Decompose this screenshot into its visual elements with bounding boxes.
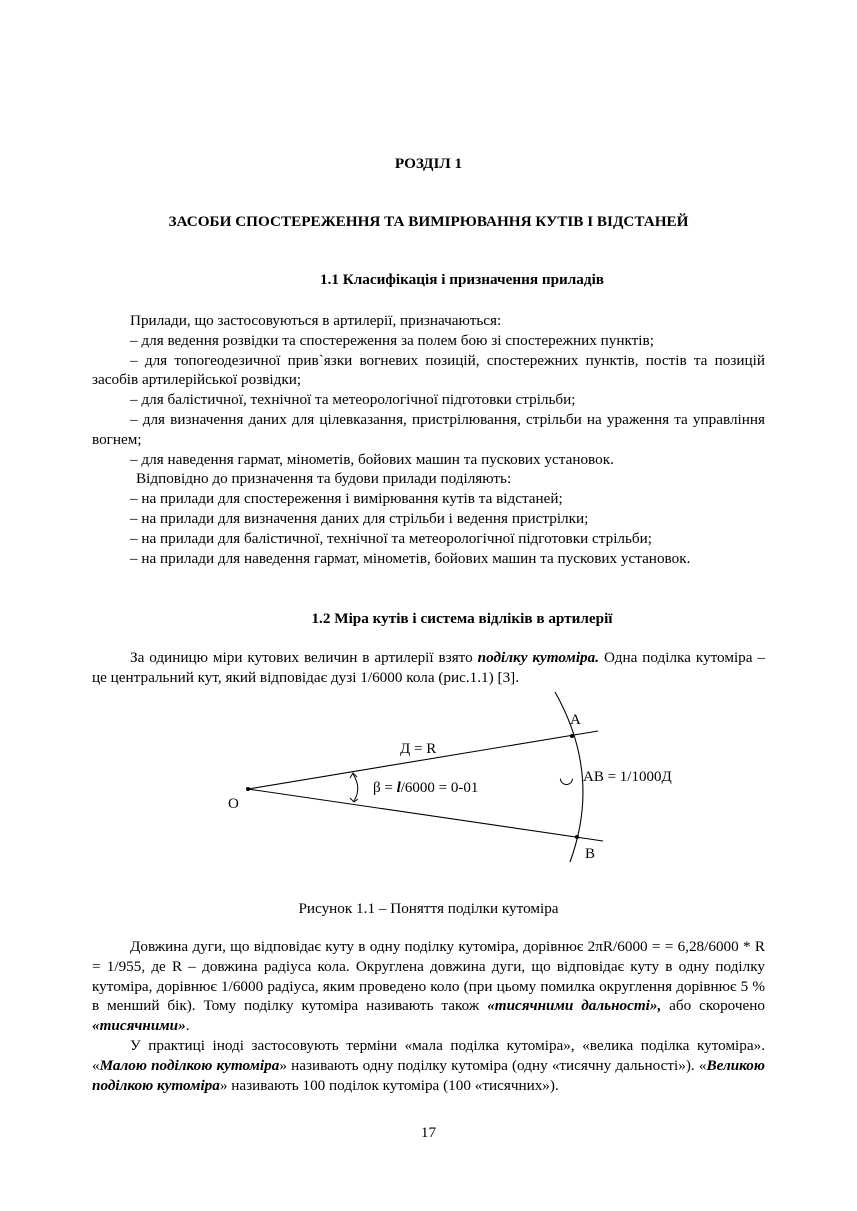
label-beta-prefix: β =: [373, 780, 397, 796]
purpose-item: – для визначення даних для цілевказання, пристрілювання, стрільби на ураження та управління вогнем;: [92, 410, 765, 448]
chapter-title: ЗАСОБИ СПОСТЕРЕЖЕННЯ ТА ВИМІРЮВАННЯ КУТІВ І ВІДСТАНЕЙ: [168, 213, 689, 230]
chapter-label: РОЗДІЛ 1: [394, 155, 463, 172]
section-2-title: 1.2 Міра кутів і система відліків в артилерії: [311, 610, 613, 627]
p3-text-b: » називають одну поділку кутоміра (одну «тисячну дальності»). «: [279, 1056, 707, 1074]
p3-term-1: Малою поділкою кутоміра: [99, 1056, 280, 1074]
p2-term-2: «тисячними»: [92, 1017, 186, 1035]
section-1-title: 1.1 Класифікація і призначення приладів: [319, 271, 605, 288]
p3-text-a: У практиці іноді застосовують терміни «мала поділка кутоміра», «велика поділка кутоміра». «: [92, 1036, 765, 1074]
p3-term-2: Великою поділкою кутоміра: [92, 1056, 765, 1094]
purpose-item: – для балістичної, технічної та метеорологічної підготовки стрільби;: [130, 391, 576, 409]
label-beta: [373, 780, 478, 796]
page-number: 17: [420, 1124, 437, 1141]
p2-term-1: «тисячними дальності»,: [487, 997, 662, 1015]
purpose-item: – для наведення гармат, мінометів, бойових машин та пускових установок.: [130, 450, 614, 468]
p1-text-a: За одиницю міри кутових величин в артилерії взято: [130, 649, 478, 666]
label-o: О: [228, 796, 239, 812]
point-a: [570, 734, 574, 738]
label-beta-rest: /6000 = 0-01: [400, 780, 479, 796]
section-2-paragraph-1: [92, 648, 765, 688]
purpose-item: – для топогеодезичної прив`язки вогневих позицій, спостережних пунктів, постів та позицій засобів артилерійської розвідки;: [92, 351, 765, 389]
p2-text-c: .: [185, 1017, 190, 1035]
p2-text-a: Довжина дуги, що відповідає куту в одну поділку кутоміра, дорівнює 2πR/6000 = = 6,28/6000 * R = 1/955, де R – довжина радіуса кола. Округлена довжина дуги, що відповідає куту в одну поділку кутоміра, дорівнює 1/6000 радіуса, яким проведено коло (при цьому помилка округлення дорівнює 5 % в менший бік). Тому поділку кутоміра називають також: [92, 938, 765, 1015]
purpose-item: – для ведення розвідки та спостереження за полем бою зі спостережних пунктів;: [130, 331, 654, 349]
arc-symbol: ◡: [559, 768, 574, 787]
label-beta-l: l: [396, 780, 401, 796]
figure-angle-diagram: [0, 690, 857, 885]
angle-arrow-bottom: [350, 798, 358, 802]
ray-ob: [248, 789, 603, 841]
angle-arc: [353, 774, 358, 801]
p3-text-c: » називають 100 поділок кутоміра (100 «тисячних»).: [219, 1076, 559, 1094]
label-ab: АВ = 1/1000Д: [583, 769, 672, 785]
p1-text-b: Одна поділка кутоміра – це центральний кут, який відповідає дузі 1/6000 кола (рис.1.1) [3].: [92, 649, 765, 686]
division-item: – на прилади для спостереження і вимірювання кутів та відстаней;: [130, 490, 563, 508]
point-b: [575, 835, 579, 839]
section-1-body: [92, 311, 765, 568]
division-item: – на прилади для наведення гармат, мінометів, бойових машин та пускових установок.: [130, 549, 691, 567]
point-o: [246, 787, 250, 791]
p2-text-b: або скорочено: [661, 997, 765, 1015]
section-1-intro: Прилади, що застосовуються в артилерії, призначаються:: [130, 312, 502, 329]
label-b: В: [585, 846, 596, 862]
label-d: Д = R: [400, 741, 437, 757]
division-item: – на прилади для балістичної, технічної та метеорологічної підготовки стрільби;: [130, 529, 652, 547]
label-a: А: [570, 712, 581, 728]
p1-term: поділку кутоміра.: [477, 649, 600, 666]
figure-caption: Рисунок 1.1 – Поняття поділки кутоміра: [298, 900, 559, 917]
division-item: – на прилади для визначення даних для стрільби і ведення пристрілки;: [130, 509, 589, 527]
division-intro: Відповідно до призначення та будови прилади поділяють:: [136, 470, 512, 488]
section-2-paragraph-2: [92, 937, 765, 1095]
